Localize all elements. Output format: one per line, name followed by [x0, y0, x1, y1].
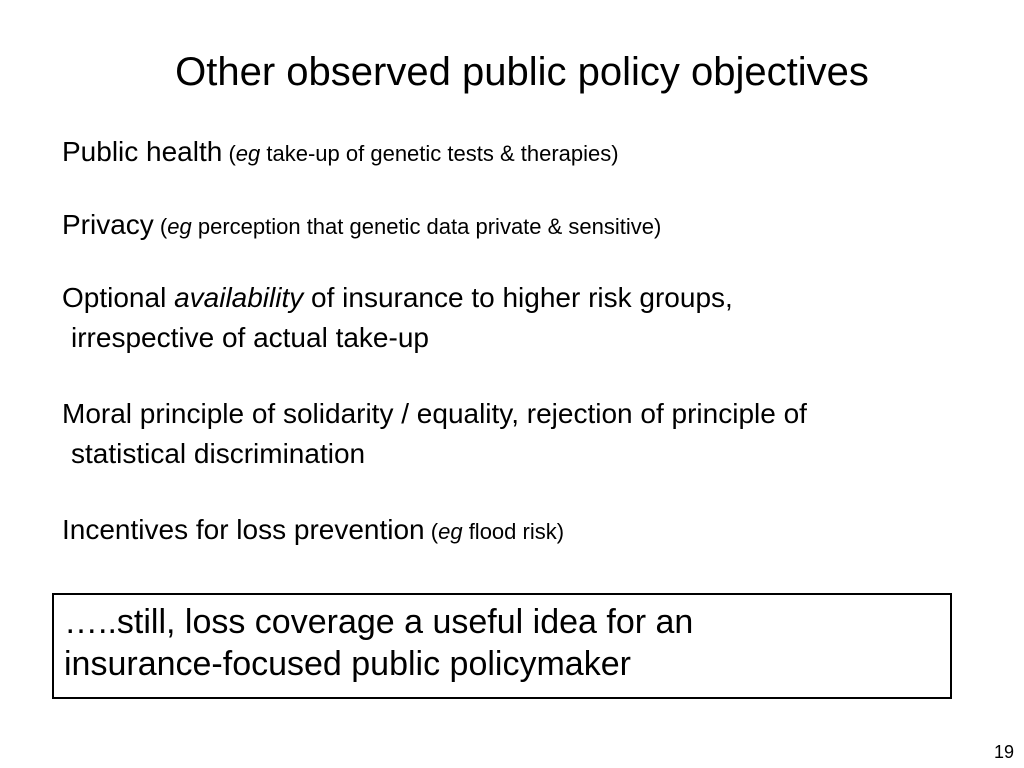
- paren-open: (: [424, 519, 439, 544]
- paren-rest: perception that genetic data private & sensitive): [191, 214, 662, 239]
- bullet-line-1: Moral principle of solidarity / equality, rejection of principle of: [62, 398, 807, 429]
- bullet-parenthetical: [222, 141, 618, 166]
- bullet-parenthetical: [154, 214, 662, 239]
- paren-rest: flood risk): [462, 519, 565, 544]
- bullet-public-health: [62, 132, 619, 174]
- bullet-main-text: Privacy: [62, 209, 154, 240]
- bullet-loss-prevention: [62, 510, 564, 552]
- bullet-lead: Optional: [62, 282, 175, 313]
- paren-open: (: [153, 214, 168, 239]
- page-number: 19: [993, 742, 1014, 762]
- callout-line-1: …..still, loss coverage a useful idea for an: [64, 603, 694, 641]
- bullet-optional-availability: [62, 278, 733, 358]
- paren-italic: eg: [438, 519, 463, 544]
- bullet-line-2: irrespective of actual take-up: [71, 322, 429, 353]
- bullet-main-text: Public health: [62, 136, 223, 167]
- paren-italic: eg: [167, 214, 192, 239]
- callout-line-2: insurance-focused public policymaker: [64, 645, 631, 683]
- bullet-italic: availability: [174, 282, 304, 313]
- paren-italic: eg: [235, 141, 261, 166]
- bullet-moral-principle: [62, 394, 807, 474]
- paren-rest: take-up of genetic tests & therapies): [260, 141, 619, 166]
- paren-open: (: [222, 141, 236, 166]
- bullet-parenthetical: [425, 519, 564, 544]
- bullet-main-text: Incentives for loss prevention: [62, 514, 425, 545]
- bullet-line-2: statistical discrimination: [71, 438, 366, 469]
- slide-title: Other observed public policy objectives: [175, 50, 869, 94]
- bullet-privacy: [62, 205, 661, 247]
- conclusion-callout-box: [52, 593, 952, 699]
- bullet-trail: of insurance to higher risk groups,: [303, 282, 733, 313]
- bullet-line-1: [62, 282, 733, 313]
